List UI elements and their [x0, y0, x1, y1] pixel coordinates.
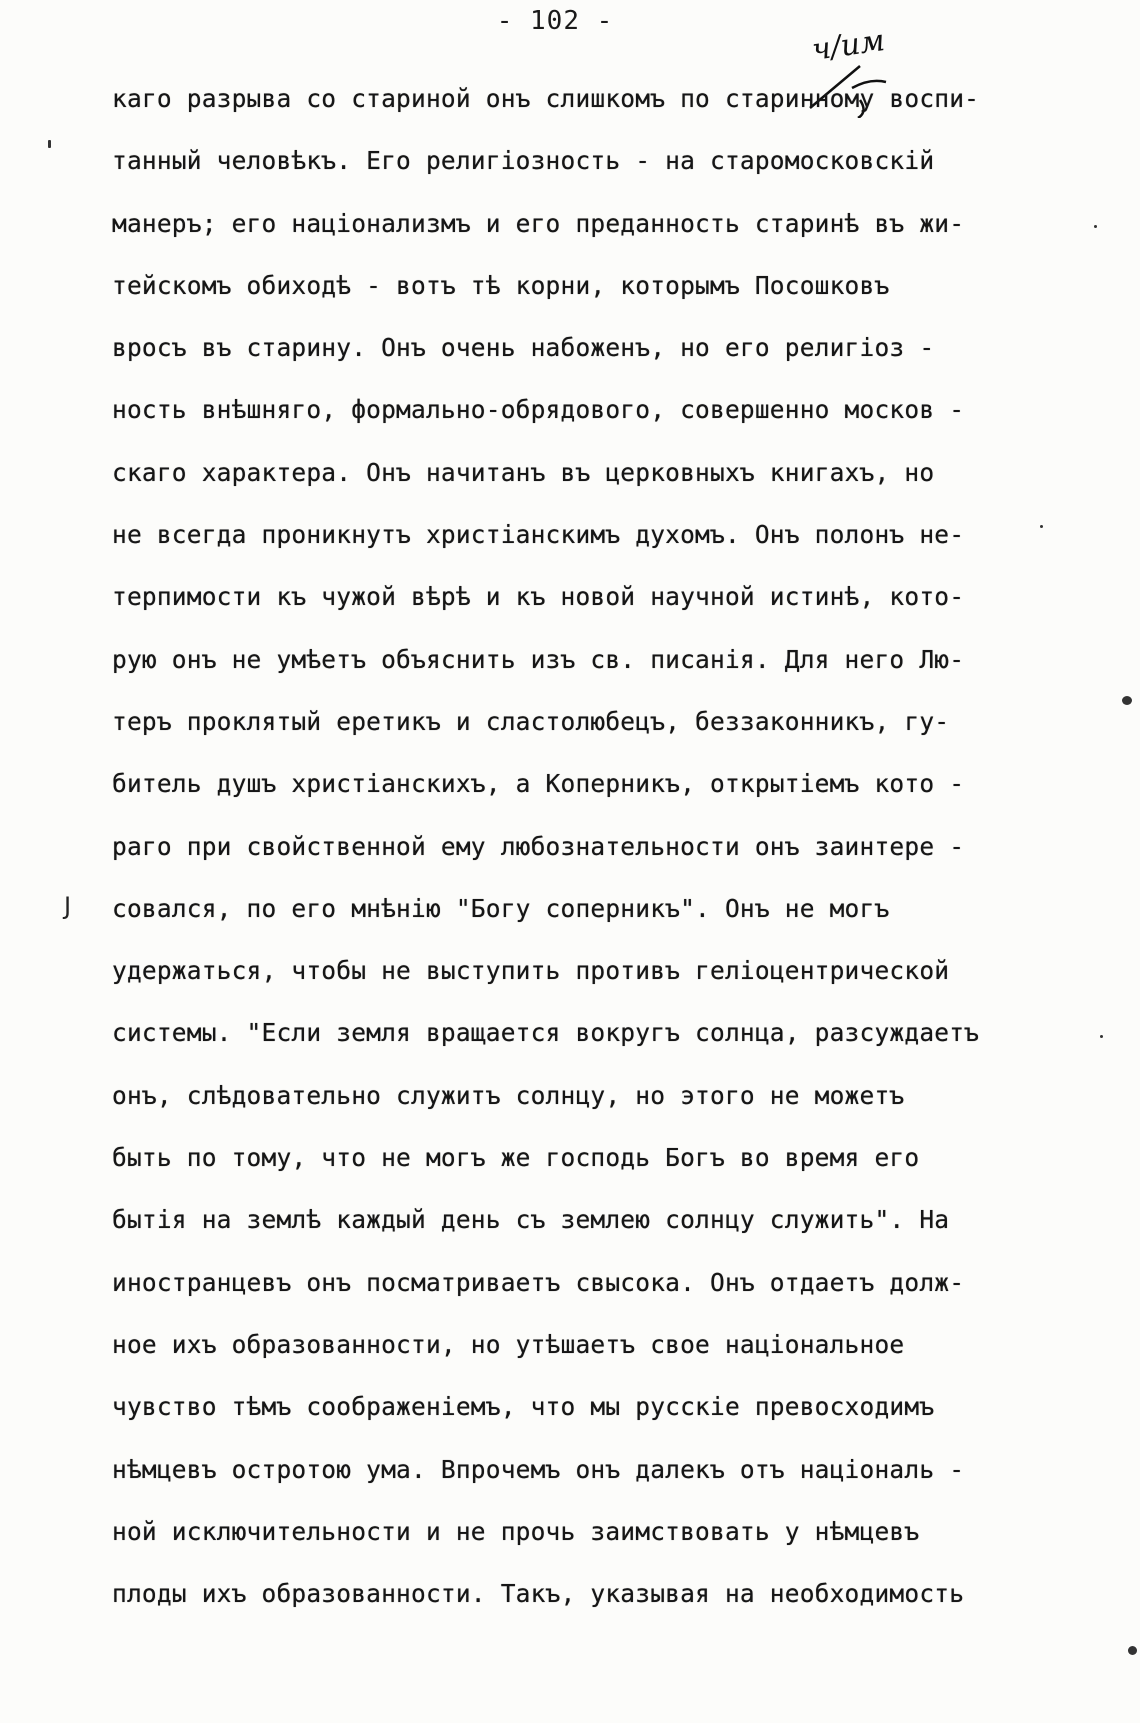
margin-mark: J — [64, 892, 72, 920]
ink-speck — [1100, 1035, 1103, 1038]
text-line: раго при свойственной ему любознательности онъ заинтере - — [112, 831, 965, 861]
page-number-text: - 102 - — [496, 6, 614, 36]
text-line: не всегда проникнутъ христіанскимъ духомъ. Онъ полонъ не- — [112, 520, 965, 550]
text-line: быть по тому, что не могъ же господь Богъ во время его — [112, 1143, 920, 1173]
text-line: манеръ; его націонализмъ и его преданность старинѣ въ жи- — [112, 208, 965, 238]
handwritten-annotation: ч/им — [809, 23, 888, 68]
text-line: совался, по его мнѣнію "Богу соперникъ". Онъ не могъ — [112, 893, 890, 923]
text-line: битель душъ христіанскихъ, а Коперникъ, открытіемъ кото - — [112, 769, 965, 799]
typewritten-text — [112, 68, 1072, 1625]
text-line: ность внѣшняго, формально-обрядового, совершенно москов - — [112, 395, 965, 425]
text-line: чувство тѣмъ соображеніемъ, что мы русскіе превосходимъ — [112, 1392, 935, 1422]
text-line: рую онъ не умѣетъ объяснить изъ св. писанія. Для него Лю- — [112, 644, 965, 674]
ink-speck — [1128, 1646, 1137, 1655]
text-line: танный человѣкъ. Его религіозность - на старомосковскій — [112, 146, 935, 176]
text-line: нѣмцевъ остротою ума. Впрочемъ онъ далекъ отъ національ - — [112, 1454, 965, 1484]
text-line: ное ихъ образованности, но утѣшаетъ свое національное — [112, 1329, 905, 1359]
text-line: онъ, слѣдовательно служитъ солнцу, но этого не можетъ — [112, 1080, 905, 1110]
page-number — [0, 6, 1140, 36]
ink-speck — [1122, 696, 1132, 705]
text-line: теръ проклятый еретикъ и сластолюбецъ, беззаконникъ, гу- — [112, 706, 950, 736]
text-line: вросъ въ старину. Онъ очень набоженъ, но его религіоз - — [112, 333, 935, 363]
text-line: каго разрыва со стариной онъ слишкомъ по старинному воспи- — [112, 84, 980, 113]
text-line: тейскомъ обиходѣ - вотъ тѣ корни, которымъ Посошковъ — [112, 270, 890, 300]
ink-speck — [48, 140, 51, 148]
ink-speck — [1094, 225, 1097, 228]
text-line: терпимости къ чужой вѣрѣ и къ новой научной истинѣ, кото- — [112, 582, 965, 612]
text-line: бытія на землѣ каждый день съ землею солнцу служить". На — [112, 1205, 950, 1235]
text-line: скаго характера. Онъ начитанъ въ церковныхъ книгахъ, но — [112, 457, 935, 487]
text-line: системы. "Если земля вращается вокругъ солнца, разсуждаетъ — [112, 1018, 980, 1048]
text-line: плоды ихъ образованности. Такъ, указывая на необходимость — [112, 1579, 965, 1609]
text-line: удержаться, чтобы не выступить противъ геліоцентрической — [112, 956, 950, 986]
ink-speck — [1040, 525, 1043, 528]
text-line: иностранцевъ онъ посматриваетъ свысока. Онъ отдаетъ долж- — [112, 1267, 965, 1297]
text-line: ной исключительности и не прочь заимствовать у нѣмцевъ — [112, 1516, 920, 1546]
